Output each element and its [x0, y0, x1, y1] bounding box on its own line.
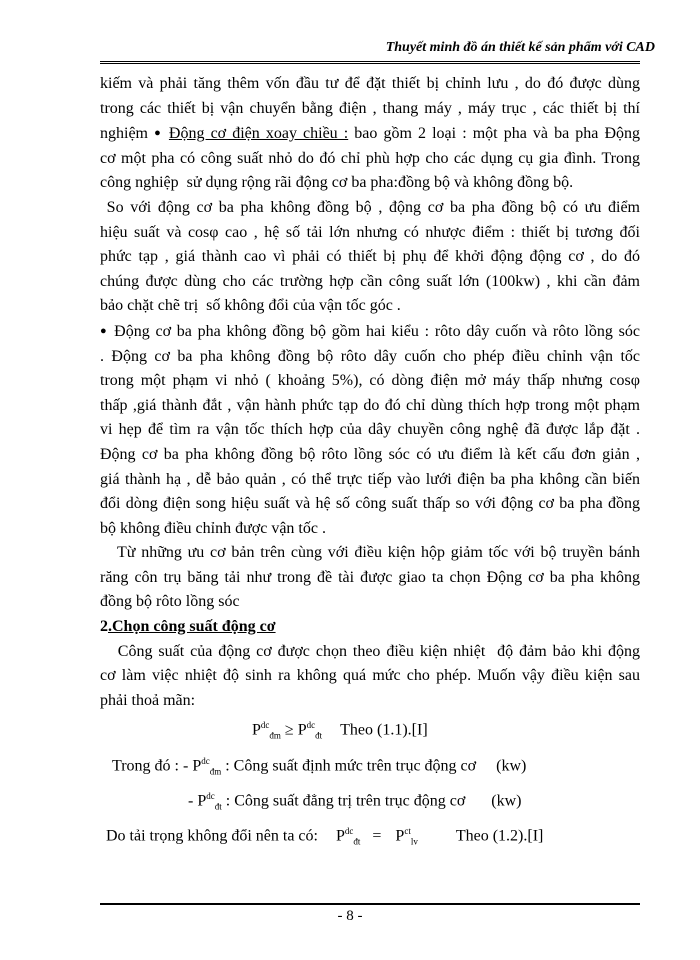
equation-1: $P^{dc}_{đm} \ge P^{dc}_{đt}$ Theo (1.1).[I]	[252, 720, 428, 741]
text-line: hiệu suất và cosφ cao , hệ số tải lớn nhưng có nhược điểm : thiết bị tương đối	[100, 223, 640, 241]
page-header: Thuyết minh đồ án thiết kế sản phẩm với CAD	[385, 40, 655, 55]
text-line: phức tạp , giá thành cao vì phải có thiết bị phụ để khởi động động cơ , do đó	[100, 248, 640, 266]
section-heading: 2.Chọn công suất động cơ	[100, 618, 276, 636]
footer-rule	[100, 903, 640, 905]
equation-ref: Theo (1.2).[I]	[455, 827, 544, 845]
equation-4: Do tải trọng không đổi nên ta có: $P^{dc}_{đt} = P^{ct}_{lv}$ Theo (1.2).[I]	[106, 825, 544, 847]
text-line: Từ những ưu cơ bản trên cùng với điều kiện hộp giảm tốc với bộ truyền bánh	[100, 544, 640, 562]
text-line: bộ không điều chỉnh được vận tốc .	[100, 519, 326, 537]
underlined-heading: Động cơ điện xoay chiều :	[168, 125, 349, 143]
text-line: trong các thiết bị vận chuyển bằng điện , thang máy , máy trục , các thiết bị thí	[100, 99, 640, 117]
header-rule	[100, 61, 640, 64]
bullet-icon: ●	[100, 324, 109, 337]
text-line: cơ một pha có công suất nhỏ do đó chỉ phù hợp cho các dụng cụ gia đình. Trong	[100, 149, 640, 167]
text-fragment: Động cơ ba pha không đồng bộ gồm hai kiểu : rôto dây cuốn và rôto lồng sóc	[114, 322, 640, 340]
section-title: Chọn công suất động cơ	[112, 618, 276, 636]
text-line: răng côn trụ băng tải như trong đề tài được giao ta chọn Động cơ ba pha không	[100, 568, 640, 586]
section-number: 2	[100, 618, 108, 636]
text-line: Công suất của động cơ được chọn theo điều kiện nhiệt độ đảm bảo khi động	[100, 642, 640, 660]
text-line: . Động cơ ba pha không đồng bộ rôto dây cuốn cho phép điều chỉnh vận tốc	[100, 347, 640, 365]
page-number: - 8 -	[337, 908, 363, 924]
document-body	[100, 72, 640, 854]
text-line: đổi dòng điện song hiệu suất và hệ số công suất thấp so với động cơ ba pha đồng	[100, 495, 640, 513]
text-line: bảo chặt chẽ trị số không đổi của vận tốc góc .	[100, 297, 401, 315]
bullet-icon: ●	[154, 127, 163, 140]
text-line: phải thoả mãn:	[100, 691, 196, 709]
text-line: kiếm và phải tăng thêm vốn đầu tư để đặt thiết bị chỉnh lưu , do đó được dùng	[100, 75, 640, 92]
text-line: vi hẹp để tìm ra vận tốc thích hợp của dây chuyền công nghệ đã được lắp đặt .	[100, 421, 640, 439]
text-line: thấp ,giá thành đắt , vận hành phức tạp do đó chỉ dùng thích hợp trong một phạm	[100, 396, 640, 414]
text-line: Động cơ ba pha không đồng bộ rôto lồng sóc có ưu điểm là kết cấu đơn giản ,	[100, 445, 640, 463]
text-fragment: nghiệm	[100, 125, 148, 143]
equation-ref: Theo (1.1).[I]	[340, 721, 428, 739]
text-line: công nghiệp sử dụng rộng rãi động cơ ba pha:đồng bộ và không đồng bộ.	[100, 174, 574, 192]
equation-3: - $P^{dc}_{đt}$ : Công suất đẳng trị trên trục động cơ (kw)	[188, 790, 522, 812]
text-line: chúng được dùng cho các trường hợp cần công suất lớn (100kw) , khi cần đảm	[100, 272, 640, 290]
text-line: trong một phạm vi nhỏ ( khoảng 5%), có dòng điện mở máy thấp nhưng cosφ	[100, 372, 640, 390]
text-line	[100, 121, 640, 147]
text-fragment: bao gồm 2 loại : một pha và ba pha Động	[348, 125, 641, 143]
text-line: giá thành hạ , dễ bảo quản , có thể trực tiếp vào lưới điện ba pha không cần biến	[100, 470, 640, 488]
text-line: đồng bộ rôto lồng sóc	[100, 593, 240, 611]
text-line: So với động cơ ba pha không đồng bộ , động cơ ba pha đồng bộ có ưu điểm	[100, 198, 640, 216]
text-line: cơ làm việc nhiệt độ sinh ra không quá mức cho phép. Muốn vậy điều kiện sau	[100, 667, 640, 685]
equation-2: Trong đó : - $P^{dc}_{đm}$ : Công suất định mức trên trục động cơ (kw)	[112, 755, 527, 777]
text-line	[100, 319, 640, 345]
